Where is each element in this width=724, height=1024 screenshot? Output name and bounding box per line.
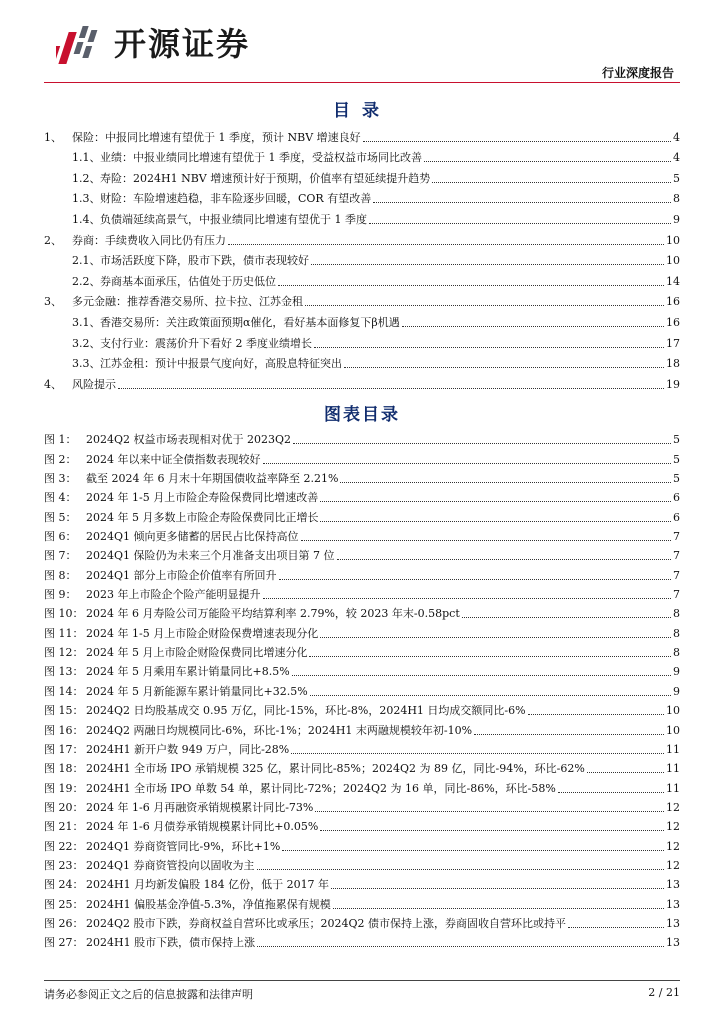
toc-dot-leader (305, 305, 664, 306)
toc-entry[interactable] (44, 268, 680, 289)
figure-entry-number: 图 2： (44, 452, 77, 466)
figure-entry[interactable] (44, 892, 680, 911)
figure-entry-number: 图 19： (44, 781, 84, 795)
figure-entry[interactable] (44, 796, 680, 815)
figure-entry-number: 图 22： (44, 839, 84, 853)
toc-dot-leader (314, 347, 664, 348)
toc-entry[interactable] (44, 206, 680, 227)
toc-entry-title: 市场活跃度下降，股市下跌，债市表现较好 (100, 254, 309, 268)
toc-dot-leader (369, 223, 671, 224)
figure-entry-number: 图 26： (44, 916, 84, 930)
figure-dot-leader (337, 559, 672, 560)
toc-dot-leader (424, 161, 671, 162)
figure-entry-title: 2024Q1 券商资管同比-9%，环比+1% (86, 839, 281, 853)
toc-entry-number: 1.3、 (72, 192, 101, 206)
figure-entry-page: 12 (666, 839, 680, 853)
toc-entry-page: 8 (673, 192, 680, 206)
figure-entry-title: 2024 年 6 月寿险公司万能险平均结算利率 2.79%，较 2023 年末-0.58pct (86, 607, 460, 621)
figure-entry[interactable] (44, 834, 680, 853)
toc-entry-number: 1.1、 (72, 151, 101, 165)
figure-entry[interactable] (44, 660, 680, 679)
figure-entry[interactable] (44, 718, 680, 737)
figure-entry-title: 2024 年 5 月新能源车累计销量同比+32.5% (86, 684, 308, 698)
figure-dot-leader (315, 811, 664, 812)
figure-entry-page: 5 (673, 452, 680, 466)
figure-entry[interactable] (44, 641, 680, 660)
toc-entry-title: 江苏金租：预计中报景气度向好，高股息特征突出 (100, 357, 342, 371)
figure-dot-leader (462, 617, 671, 618)
report-type-label: 行业深度报告 (601, 66, 674, 80)
figure-entry[interactable] (44, 505, 680, 524)
figure-dot-leader (558, 792, 664, 793)
figure-entry-page: 6 (673, 510, 680, 524)
toc-entry[interactable] (44, 145, 680, 166)
figure-entry-title: 2024H1 新开户数 949 万户，同比-28% (86, 742, 290, 756)
toc-entry-title: 券商：手续费收入同比仍有压力 (72, 233, 226, 247)
figure-entry-page: 12 (666, 800, 680, 814)
figure-dot-leader (292, 675, 671, 676)
figure-entry-title: 2024Q2 股市下跌，券商权益自营环比或承压；2024Q2 债市保持上涨，券商固收自营环比或持平 (86, 916, 567, 930)
figure-entry-page: 8 (673, 607, 680, 621)
toc-dot-leader (278, 285, 664, 286)
figure-entry-number: 图 23： (44, 858, 84, 872)
figure-entry-number: 图 24： (44, 878, 84, 892)
figure-dot-leader (587, 772, 664, 773)
figure-entry[interactable] (44, 912, 680, 931)
figure-entry[interactable] (44, 467, 680, 486)
figure-entry[interactable] (44, 563, 680, 582)
figure-dot-leader (257, 869, 664, 870)
toc-entry-title: 券商基本面承压，估值处于历史低位 (100, 274, 276, 288)
toc-entry-title: 业绩：中报业绩同比增速有望优于 1 季度，受益权益市场同比改善 (100, 151, 422, 165)
figure-dot-leader (340, 482, 671, 483)
toc-entry-title: 风险提示 (72, 377, 116, 391)
figure-entry-number: 图 8： (44, 568, 77, 582)
figure-list-title: 图表目录 (324, 405, 400, 425)
figure-entry-title: 2024H1 全市场 IPO 单数 54 单，累计同比-72%；2024Q2 为 16 单，同比-86%，环比-58% (86, 781, 556, 795)
figure-entry-number: 图 14： (44, 684, 84, 698)
toc-entry-page: 5 (673, 171, 680, 185)
figure-entry-title: 2024Q2 日均股基成交 0.95 万亿，同比-15%，环比-8%，2024H1 日均成交额同比-6% (86, 704, 526, 718)
figure-dot-leader (528, 714, 664, 715)
toc-dot-leader (228, 244, 664, 245)
figure-entry-page: 7 (673, 568, 680, 582)
figure-entry-page: 10 (666, 723, 680, 737)
figure-dot-leader (568, 927, 664, 928)
figure-entry[interactable] (44, 757, 680, 776)
figure-dot-leader (309, 656, 671, 657)
toc-dot-leader (118, 388, 664, 389)
toc-entry-page: 4 (673, 130, 680, 144)
figure-entry-page: 12 (666, 858, 680, 872)
figure-entry-page: 8 (673, 646, 680, 660)
figure-entry-number: 图 13： (44, 665, 84, 679)
figure-entry[interactable] (44, 776, 680, 795)
toc-entry-title: 香港交易所：关注政策面预期α催化，看好基本面修复下β机遇 (100, 315, 400, 329)
toc-dot-leader (432, 182, 671, 183)
figure-entry-number: 图 18： (44, 762, 84, 776)
figure-entry[interactable] (44, 486, 680, 505)
toc-entry[interactable] (44, 248, 680, 269)
footer-disclaimer: 请务必参阅正文之后的信息披露和法律声明 (44, 988, 253, 1001)
figure-dot-leader (331, 888, 664, 889)
toc-entry[interactable] (44, 309, 680, 330)
figure-entry[interactable] (44, 447, 680, 466)
figure-entry-number: 图 21： (44, 820, 84, 834)
figure-dot-leader (282, 850, 664, 851)
figure-entry-page: 10 (666, 704, 680, 718)
figure-dot-leader (474, 734, 664, 735)
figure-entry-number: 图 17： (44, 742, 84, 756)
figure-entry-page: 6 (673, 491, 680, 505)
toc-entry-title: 支付行业：震荡价升下看好 2 季度业绩增长 (100, 336, 312, 350)
toc-entry-title: 多元金融：推荐香港交易所、拉卡拉、江苏金租 (72, 295, 303, 309)
figure-entry-title: 2024Q1 券商资管投向以固收为主 (86, 858, 255, 872)
figure-entry-title: 2024 年 1-5 月上市险企财险保费增速表现分化 (86, 626, 319, 640)
figure-entry-title: 2024 年 5 月乘用车累计销量同比+8.5% (86, 665, 290, 679)
toc-entry-page: 10 (666, 254, 680, 268)
toc-entry-number: 2.2、 (72, 274, 101, 288)
figure-dot-leader (320, 521, 671, 522)
figure-entry-title: 2024 年 1-6 月债券承销规模累计同比+0.05% (86, 820, 319, 834)
toc-entry-title: 负债端延续高景气，中报业绩同比增速有望优于 1 季度 (100, 212, 367, 226)
figure-entry-page: 9 (673, 665, 680, 679)
figure-dot-leader (263, 598, 672, 599)
figure-entry-page: 12 (666, 820, 680, 834)
figure-entry[interactable] (44, 931, 680, 950)
figure-entry-page: 13 (666, 916, 680, 930)
figure-list (44, 428, 680, 950)
figure-entry[interactable] (44, 699, 680, 718)
figure-entry[interactable] (44, 815, 680, 834)
toc-entry-page: 10 (666, 233, 680, 247)
figure-entry-page: 7 (673, 530, 680, 544)
toc-dot-leader (363, 141, 671, 142)
figure-entry-title: 2024 年以来中证全债指数表现较好 (86, 452, 261, 466)
toc-entry[interactable] (44, 351, 680, 372)
toc-entry-number: 1.4、 (72, 212, 101, 226)
figure-entry-number: 图 9： (44, 588, 77, 602)
page-header (0, 0, 724, 84)
toc-entry-number: 3.2、 (72, 336, 101, 350)
brand-name: 开源证券 (114, 25, 251, 63)
header-divider (44, 82, 680, 83)
brand-logo-icon (56, 22, 108, 68)
figure-dot-leader (320, 830, 664, 831)
toc-entry-number: 2.1、 (72, 254, 101, 268)
figure-entry-number: 图 6： (44, 530, 77, 544)
figure-dot-leader (257, 946, 664, 947)
figure-entry[interactable] (44, 621, 680, 640)
figure-entry-title: 2024H1 股市下跌，债市保持上涨 (86, 936, 256, 950)
figure-dot-leader (301, 540, 671, 541)
toc-dot-leader (344, 367, 664, 368)
figure-dot-leader (333, 908, 664, 909)
figure-entry-title: 2024Q1 部分上市险企价值率有所回升 (86, 568, 277, 582)
figure-dot-leader (263, 463, 672, 464)
toc-entry-number: 1、 (44, 130, 62, 144)
figure-entry-title: 2024 年 1-5 月上市险企寿险保费同比增速改善 (86, 491, 319, 505)
figure-dot-leader (291, 753, 664, 754)
toc-entry-title: 保险：中报同比增速有望优于 1 季度，预计 NBV 增速良好 (72, 130, 361, 144)
figure-entry-page: 13 (666, 897, 680, 911)
figure-entry-title: 截至 2024 年 6 月末十年期国债收益率降至 2.21% (86, 472, 339, 486)
page-number: 2 / 21 (648, 986, 680, 999)
toc-entry-page: 19 (666, 377, 680, 391)
toc-entry-number: 2、 (44, 233, 62, 247)
toc-entry-number: 4、 (44, 377, 62, 391)
figure-entry-page: 11 (666, 781, 680, 795)
figure-entry[interactable] (44, 679, 680, 698)
figure-entry[interactable] (44, 602, 680, 621)
figure-entry-number: 图 11： (44, 626, 84, 640)
figure-entry-page: 5 (673, 433, 680, 447)
toc-entry-page: 14 (666, 274, 680, 288)
figure-entry-title: 2024Q2 权益市场表现相对优于 2023Q2 (86, 433, 292, 447)
toc-title: 目录 (333, 101, 391, 121)
figure-entry-title: 2024Q1 保险仍为未来三个月准备支出项目第 7 位 (86, 549, 335, 563)
figure-entry-number: 图 20： (44, 800, 84, 814)
toc-entry-number: 3、 (44, 295, 62, 309)
figure-entry-page: 5 (673, 472, 680, 486)
toc-entry[interactable] (44, 289, 680, 310)
figure-entry-number: 图 16： (44, 723, 84, 737)
figure-entry-page: 13 (666, 878, 680, 892)
toc-entry-page: 16 (666, 295, 680, 309)
figure-entry[interactable] (44, 854, 680, 873)
figure-dot-leader (310, 695, 671, 696)
figure-entry-page: 9 (673, 684, 680, 698)
figure-entry-page: 11 (666, 762, 680, 776)
toc-entry-page: 9 (673, 212, 680, 226)
toc-dot-leader (402, 326, 664, 327)
figure-entry-title: 2024Q2 两融日均规模同比-6%，环比-1%；2024H1 末两融规模较年初-10% (86, 723, 473, 737)
figure-entry-number: 图 3： (44, 472, 77, 486)
figure-entry-title: 2024 年 1-6 月再融资承销规模累计同比-73% (86, 800, 314, 814)
figure-entry-number: 图 10： (44, 607, 84, 621)
toc-entry[interactable] (44, 165, 680, 186)
toc-entry-page: 16 (666, 315, 680, 329)
figure-entry-page: 7 (673, 588, 680, 602)
toc-entry[interactable] (44, 124, 680, 145)
figure-entry-number: 图 7： (44, 549, 77, 563)
figure-entry-title: 2024Q1 倾向更多储蓄的居民占比保持高位 (86, 530, 299, 544)
figure-entry-number: 图 4： (44, 491, 77, 505)
brand-logo (56, 22, 276, 68)
figure-entry[interactable] (44, 738, 680, 757)
figure-entry-page: 13 (666, 936, 680, 950)
toc-dot-leader (311, 264, 664, 265)
figure-entry[interactable] (44, 873, 680, 892)
toc-entry[interactable] (44, 186, 680, 207)
figure-dot-leader (320, 637, 671, 638)
toc-entry-number: 1.2、 (72, 171, 101, 185)
toc-entry[interactable] (44, 330, 680, 351)
figure-dot-leader (320, 501, 671, 502)
toc-entry-number: 3.3、 (72, 357, 101, 371)
figure-entry-number: 图 5： (44, 510, 77, 524)
figure-dot-leader (279, 579, 671, 580)
toc-entry-title: 财险：车险增速趋稳，非车险逐步回暖，COR 有望改善 (100, 192, 372, 206)
figure-entry[interactable] (44, 583, 680, 602)
footer-divider (44, 980, 680, 981)
figure-entry[interactable] (44, 525, 680, 544)
figure-entry-number: 图 25： (44, 897, 84, 911)
figure-entry-page: 8 (673, 626, 680, 640)
figure-dot-leader (293, 443, 671, 444)
toc-entry-page: 17 (666, 336, 680, 350)
figure-entry-title: 2024 年 5 月上市险企财险保费同比增速分化 (86, 646, 308, 660)
figure-entry-title: 2024 年 5 月多数上市险企寿险保费同比正增长 (86, 510, 319, 524)
figure-entry-number: 图 1： (44, 433, 77, 447)
figure-entry-title: 2023 年上市险企个险产能明显提升 (86, 588, 261, 602)
figure-entry-number: 图 12： (44, 646, 84, 660)
figure-entry-title: 2024H1 全市场 IPO 承销规模 325 亿，累计同比-85%；2024Q2 为 89 亿，同比-94%，环比-62% (86, 762, 585, 776)
figure-entry-page: 11 (666, 742, 680, 756)
figure-entry-page: 7 (673, 549, 680, 563)
figure-entry[interactable] (44, 428, 680, 447)
toc-entry[interactable] (44, 227, 680, 248)
toc-entry-page: 18 (666, 357, 680, 371)
figure-entry-number: 图 27： (44, 936, 84, 950)
figure-entry-title: 2024H1 偏股基金净值-5.3%，净值拖累保有规模 (86, 897, 331, 911)
toc-list (44, 124, 680, 392)
toc-dot-leader (373, 202, 671, 203)
toc-entry-title: 寿险：2024H1 NBV 增速预计好于预期，价值率有望延续提升趋势 (100, 171, 431, 185)
toc-entry[interactable] (44, 371, 680, 392)
figure-entry-number: 图 15： (44, 704, 84, 718)
toc-entry-number: 3.1、 (72, 315, 101, 329)
figure-entry[interactable] (44, 544, 680, 563)
toc-entry-page: 4 (673, 151, 680, 165)
figure-entry-title: 2024H1 月均新发偏股 184 亿份，低于 2017 年 (86, 878, 330, 892)
